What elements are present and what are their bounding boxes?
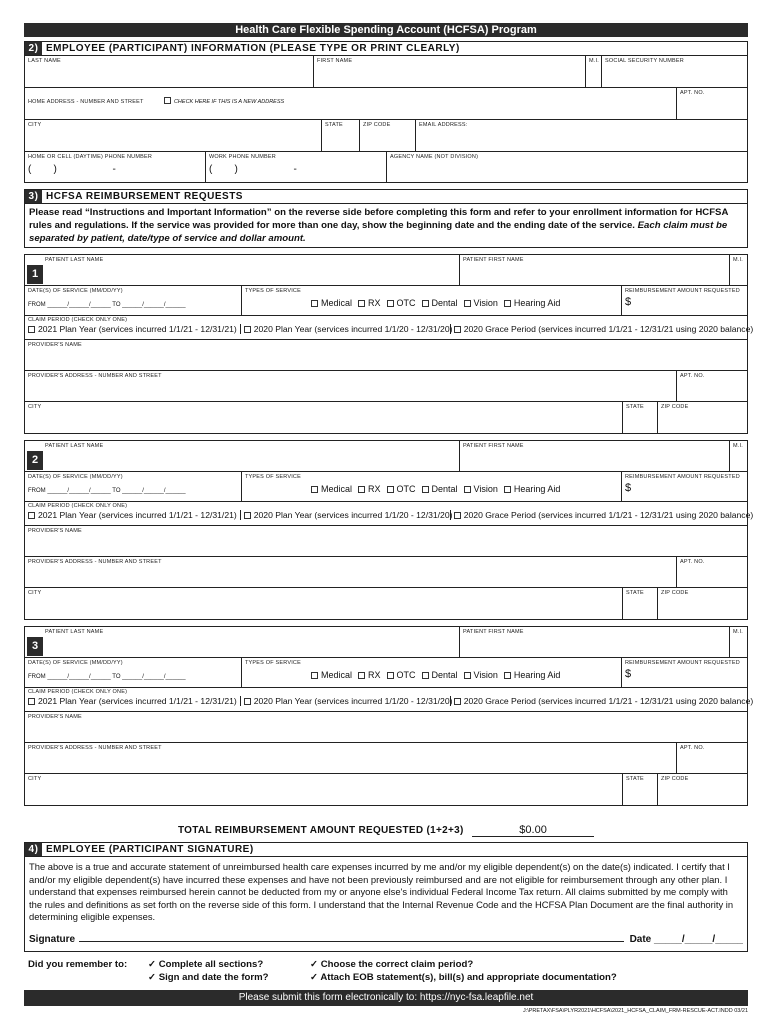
dollar-sign: $ [625,296,632,308]
claim-period-label: 2020 Grace Period (services incurred 1/1/21 - 12/31/21 using 2020 balance) [463,510,754,520]
service-dates-field[interactable] [25,286,242,315]
state-field[interactable] [322,120,360,151]
label: CHECK HERE IF THIS IS A NEW ADDRESS [173,99,285,105]
reminder-item: ✓ Sign and date the form? [148,971,269,983]
claim-period-option[interactable] [451,510,757,520]
ssn-field[interactable] [602,56,747,87]
provider-zip-field[interactable] [658,588,747,619]
section-title: EMPLOYEE (PARTICIPANT) INFORMATION (PLEASE TYPE OR PRINT CLEARLY) [46,43,460,54]
dollar-sign: $ [625,482,632,494]
patient-first-name-field[interactable] [460,255,730,285]
label: APT. NO. [680,559,705,565]
reminder [24,958,748,984]
checkbox[interactable] [504,300,511,307]
apt-field[interactable] [677,88,747,119]
service-type-option[interactable] [387,670,416,680]
claim-form [24,23,754,1014]
checkbox[interactable] [387,486,394,493]
claim-period-label: 2020 Plan Year (services incurred 1/1/20 - 12/31/20) [253,696,453,706]
service-type-options [245,298,618,308]
date-range: FROM ______/______/______ TO ______/______/______ [28,674,186,680]
total-row [24,820,748,838]
service-type-option[interactable] [358,484,381,494]
label: DATE(S) OF SERVICE (MM/DD/YY) [28,288,123,294]
claim-period-label: 2021 Plan Year (services incurred 1/1/21 - 12/31/21) [38,510,237,520]
provider-city-field[interactable] [25,774,623,805]
service-type-option[interactable] [464,298,498,308]
section-2-header [24,41,748,55]
checkbox[interactable] [504,486,511,493]
last-name-field[interactable] [25,56,314,87]
claim-period-label: 2020 Grace Period (services incurred 1/1/21 - 12/31/21 using 2020 balance) [463,324,754,334]
claim-period-option[interactable] [451,696,757,706]
claims-list [24,254,754,806]
claim-period-option[interactable] [25,510,241,520]
patient-last-name-field[interactable] [25,627,460,657]
service-type-label: OTC [396,298,416,308]
provider-state-field[interactable] [623,402,658,433]
label: CITY [28,776,42,782]
label: SOCIAL SECURITY NUMBER [605,58,684,64]
employee-info-box [24,55,748,183]
label: PATIENT LAST NAME [45,443,104,449]
label: TYPES OF SERVICE [245,660,301,666]
label: M.I. [733,443,743,449]
label: CITY [28,590,42,596]
patient-mi-field[interactable] [730,255,747,285]
claim-number: 2 [27,451,43,470]
service-type-label: RX [368,484,381,494]
instructions-emphasis: Each claim must be separated by patient, date/type of service and dollar amount. [29,220,728,244]
reminder-item: ✓ Complete all sections? [148,958,264,970]
service-type-option[interactable] [422,298,458,308]
label: STATE [325,122,343,128]
label: LAST NAME [28,58,61,64]
provider-name-field[interactable] [25,526,747,556]
claim-period-options [25,696,754,706]
provider-address-field[interactable] [25,371,677,401]
instructions-box [24,203,748,248]
phone-mask: ( ) - [209,164,297,175]
service-type-label: Dental [431,298,458,308]
claim-period-options [25,324,754,334]
reminder-item: ✓ Choose the correct claim period? [310,958,474,970]
label: PROVIDER'S ADDRESS - NUMBER AND STREET [28,745,162,751]
label: PATIENT LAST NAME [45,629,104,635]
service-type-label: RX [368,670,381,680]
claim-block [24,254,754,434]
label: STATE [626,776,644,782]
provider-state-field[interactable] [623,588,658,619]
label: ZIP CODE [661,404,689,410]
radio-box[interactable] [28,698,35,705]
amount-field[interactable] [622,286,747,315]
claim-period-label: 2021 Plan Year (services incurred 1/1/21 - 12/31/21) [38,324,237,334]
label: PATIENT FIRST NAME [463,257,524,263]
radio-box[interactable] [244,326,251,333]
service-type-label: Hearing Aid [513,484,561,494]
service-type-label: Hearing Aid [513,670,561,680]
provider-name-field[interactable] [25,340,747,370]
service-type-label: OTC [396,484,416,494]
checkbox[interactable] [311,300,318,307]
checkbox[interactable] [464,300,471,307]
checkbox[interactable] [422,672,429,679]
service-type-label: Dental [431,670,458,680]
label: M.I. [733,629,743,635]
amount-field[interactable] [622,472,747,501]
section-title: HCFSA REIMBURSEMENT REQUESTS [46,191,243,202]
service-type-options [245,484,618,494]
label: APT. NO. [680,745,705,751]
claim-block [24,626,754,806]
label: WORK PHONE NUMBER [209,154,276,160]
service-type-label: Vision [473,670,498,680]
label: ZIP CODE [661,590,689,596]
date-range: FROM ______/______/______ TO ______/______/______ [28,302,186,308]
provider-city-field[interactable] [25,402,623,433]
service-type-label: Vision [473,484,498,494]
label: M.I. [589,58,599,64]
total-label: TOTAL REIMBURSEMENT AMOUNT REQUESTED (1+2+3) [177,825,464,836]
provider-zip-field[interactable] [658,774,747,805]
new-address-option[interactable] [164,99,284,105]
checkbox[interactable] [387,672,394,679]
claim-period-options [25,510,754,520]
service-type-option[interactable] [504,298,561,308]
label: PATIENT LAST NAME [45,257,104,263]
service-type-label: Medical [321,670,353,680]
radio-box[interactable] [244,512,251,519]
service-type-label: Medical [321,298,353,308]
file-code: J:\PRETAX\FSA\PLYR2021\HCFSA\2021_HCFSA_CLAIM_FRM-RESCUE-ACT.INDD 03/21 [522,1007,748,1014]
service-type-label: Medical [321,484,353,494]
service-type-label: Hearing Aid [513,298,561,308]
label: REIMBURSEMENT AMOUNT REQUESTED [625,660,740,666]
label: REIMBURSEMENT AMOUNT REQUESTED [625,474,740,480]
label: M.I. [733,257,743,263]
checkbox[interactable] [311,486,318,493]
claim-period-label: 2020 Grace Period (services incurred 1/1/21 - 12/31/21 using 2020 balance) [463,696,754,706]
patient-mi-field[interactable] [730,441,747,471]
total-value[interactable]: $0.00 [472,824,594,837]
label: PATIENT FIRST NAME [463,443,524,449]
patient-last-name-field[interactable] [25,255,460,285]
claim-period-label: 2020 Plan Year (services incurred 1/1/20 - 12/31/20) [253,324,453,334]
label: STATE [626,404,644,410]
service-type-option[interactable] [422,484,458,494]
email-field[interactable] [416,120,747,151]
provider-name-field[interactable] [25,712,747,742]
amount-field[interactable] [622,658,747,687]
service-types-field [242,472,622,501]
claim-period-option[interactable] [241,510,451,520]
label: PROVIDER'S ADDRESS - NUMBER AND STREET [28,373,162,379]
claim-period-option[interactable] [451,324,757,334]
label: APT. NO. [680,90,705,96]
claim-period-label: 2020 Plan Year (services incurred 1/1/20 - 12/31/20) [253,510,453,520]
claim-number: 3 [27,637,43,656]
patient-first-name-field[interactable] [460,627,730,657]
reminder-item: ✓ Attach EOB statement(s), bill(s) and appropriate documentation? [310,971,617,983]
label: PATIENT FIRST NAME [463,629,524,635]
patient-mi-field[interactable] [730,627,747,657]
checkbox[interactable] [358,300,365,307]
label: DATE(S) OF SERVICE (MM/DD/YY) [28,474,123,480]
service-type-option[interactable] [387,484,416,494]
signature-line[interactable] [79,934,623,942]
zip-field[interactable] [360,120,416,151]
service-type-option[interactable] [358,670,381,680]
service-type-option[interactable] [358,298,381,308]
patient-last-name-field[interactable] [25,441,460,471]
service-type-option[interactable] [504,484,561,494]
service-type-option[interactable] [387,298,416,308]
label: REIMBURSEMENT AMOUNT REQUESTED [625,288,740,294]
label: CITY [28,404,42,410]
provider-apt-field[interactable] [677,743,747,773]
radio-box[interactable] [454,512,461,519]
service-dates-field[interactable] [25,658,242,687]
service-types-field [242,286,622,315]
service-type-label: RX [368,298,381,308]
section-number: 3) [25,190,42,203]
service-type-label: Dental [431,484,458,494]
label: TYPES OF SERVICE [245,474,301,480]
section-title: EMPLOYEE (PARTICIPANT SIGNATURE) [46,844,254,855]
instructions [25,204,747,248]
service-type-option[interactable] [311,484,352,494]
claim-period-option[interactable] [241,324,451,334]
service-type-label: OTC [396,670,416,680]
label: STATE [626,590,644,596]
service-types-field [242,658,622,687]
date-range: FROM ______/______/______ TO ______/______/______ [28,488,186,494]
certification-statement: The above is a true and accurate statement of unreimbursed health care expenses incurred by me and/or my eligible dependent(s) on the date(s) indicated. I certify that I and/or my eligible dependent(s) have incurred these expenses and have not been previously reimbursed and are not eligible for reimbursement through any other plan. I understand that expenses reimbursed herein cannot be deducted from my or anyone else's individual Federal Income Tax return. All claims submitted by me comply with the rules and definitions as set forth on the reverse side of this form. I understand that the Internal Revenue Code and the HCFSA Plan Document are the final authority in determining eligible expenses. [29,861,734,923]
radio-box[interactable] [244,698,251,705]
signature-box [24,856,748,952]
label: AGENCY NAME (NOT DIVISION) [390,154,479,160]
patient-first-name-field[interactable] [460,441,730,471]
label: EMAIL ADDRESS: [419,122,468,128]
service-type-option[interactable] [464,484,498,494]
service-type-options [245,670,618,680]
label: DATE(S) OF SERVICE (MM/DD/YY) [28,660,123,666]
provider-address-field[interactable] [25,743,677,773]
label: PROVIDER'S NAME [28,714,82,720]
claim-period-option[interactable] [25,324,241,334]
reminder-label: Did you remember to: [28,958,128,970]
provider-city-field[interactable] [25,588,623,619]
label: HOME ADDRESS - NUMBER AND STREET [28,99,144,105]
label: PROVIDER'S NAME [28,342,82,348]
label: HOME OR CELL (DAYTIME) PHONE NUMBER [28,154,153,160]
date-field[interactable]: Date _____/_____/_____ [629,933,743,945]
label: APT. NO. [680,373,705,379]
label: ZIP CODE [363,122,391,128]
instructions-text: Please read “Instructions and Important Information” on the reverse side before completing this form and refer to your enrollment information for HCFSA rules and regulations. If the service was provided for more than one day, show the beginning date and the ending date of the service. [29,207,729,231]
home-address-field[interactable] [25,88,677,119]
dollar-sign: $ [625,668,632,680]
service-type-option[interactable] [504,670,561,680]
checkbox[interactable] [422,486,429,493]
checkbox[interactable] [311,672,318,679]
label: CITY [28,122,42,128]
service-type-label: Vision [473,298,498,308]
radio-box[interactable] [28,512,35,519]
checkbox[interactable] [504,672,511,679]
service-type-option[interactable] [422,670,458,680]
submission-footer: Please submit this form electronically to: https://nyc-fsa.leapfile.net [24,990,748,1006]
checkbox[interactable] [358,486,365,493]
claim-block [24,440,754,620]
provider-state-field[interactable] [623,774,658,805]
checkbox[interactable] [358,672,365,679]
checkbox[interactable] [387,300,394,307]
provider-apt-field[interactable] [677,371,747,401]
service-type-option[interactable] [464,670,498,680]
mi-field[interactable] [586,56,602,87]
section-number: 2) [25,42,42,55]
claim-period-label: CLAIM PERIOD (CHECK ONLY ONE) [28,689,128,695]
claim-number: 1 [27,265,43,284]
claim-period-label: CLAIM PERIOD (CHECK ONLY ONE) [28,503,128,509]
work-phone-field[interactable] [206,152,387,182]
service-dates-field[interactable] [25,472,242,501]
provider-apt-field[interactable] [677,557,747,587]
label: ZIP CODE [661,776,689,782]
checkbox[interactable] [464,486,471,493]
claim-period-option[interactable] [241,696,451,706]
checkbox[interactable] [164,97,171,104]
claim-period-option[interactable] [25,696,241,706]
radio-box[interactable] [454,698,461,705]
label: PROVIDER'S ADDRESS - NUMBER AND STREET [28,559,162,565]
section-number: 4) [25,843,42,856]
label: FIRST NAME [317,58,353,64]
provider-address-field[interactable] [25,557,677,587]
claim-period-label: CLAIM PERIOD (CHECK ONLY ONE) [28,317,128,323]
label: TYPES OF SERVICE [245,288,301,294]
radio-box[interactable] [454,326,461,333]
checkbox[interactable] [464,672,471,679]
provider-zip-field[interactable] [658,402,747,433]
service-type-option[interactable] [311,298,352,308]
section-3-header [24,189,748,203]
form-title: Health Care Flexible Spending Account (HCFSA) Program [24,23,748,37]
service-type-option[interactable] [311,670,352,680]
checkbox[interactable] [422,300,429,307]
city-field[interactable] [25,120,322,151]
claim-period-label: 2021 Plan Year (services incurred 1/1/21 - 12/31/21) [38,696,237,706]
label: PROVIDER'S NAME [28,528,82,534]
home-phone-field[interactable] [25,152,206,182]
phone-mask: ( ) - [28,164,116,175]
agency-field[interactable] [387,152,747,182]
radio-box[interactable] [28,326,35,333]
signature-label: Signature [29,933,76,945]
first-name-field[interactable] [314,56,586,87]
section-4-header [24,842,748,856]
